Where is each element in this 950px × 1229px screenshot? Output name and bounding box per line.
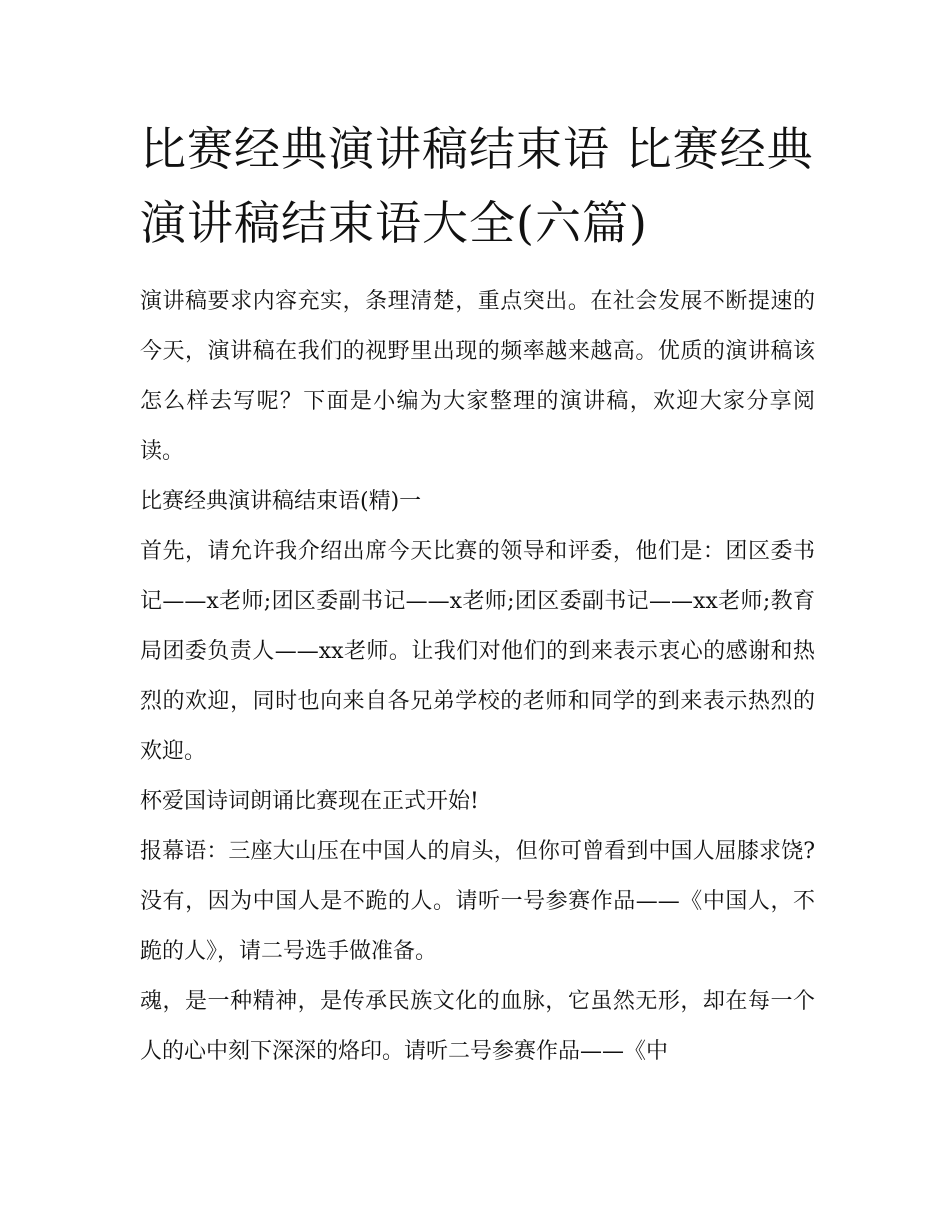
section-heading: 比赛经典演讲稿结束语(精)一 [140,489,422,514]
body-paragraph: 首先，请允许我介绍出席今天比赛的领导和评委，他们是：团区委书记——x老师;团区委副书记——x老师;团区委副书记——xx老师;教育局团委负责人——xx老师。让我们对他们的到来表示衷心的感谢和热烈的欢迎，同时也向来自各兄弟学校的老师和同学的到来表示热烈的欢迎。 [140,539,815,764]
body-paragraph: 报幕语：三座大山压在中国人的肩头，但你可曾看到中国人屈膝求饶?没有，因为中国人是不跪的人。请听一号参赛作品——《中国人，不跪的人》，请二号选手做准备。 [140,839,815,964]
intro-paragraph: 演讲稿要求内容充实，条理清楚，重点突出。在社会发展不断提速的今天，演讲稿在我们的视野里出现的频率越来越高。优质的演讲稿该怎么样去写呢？下面是小编为大家整理的演讲稿，欢迎大家分享阅读。 [140,289,815,464]
document-body [140,277,815,1077]
body-paragraph: 杯爱国诗词朗诵比赛现在正式开始! [140,789,479,814]
document-title: 比赛经典演讲稿结束语 比赛经典演讲稿结束语大全(六篇) [140,122,814,250]
body-paragraph: 魂，是一种精神，是传承民族文化的血脉，它虽然无形，却在每一个人的心中刻下深深的烙印。请听二号参赛作品——《中 [140,989,815,1064]
